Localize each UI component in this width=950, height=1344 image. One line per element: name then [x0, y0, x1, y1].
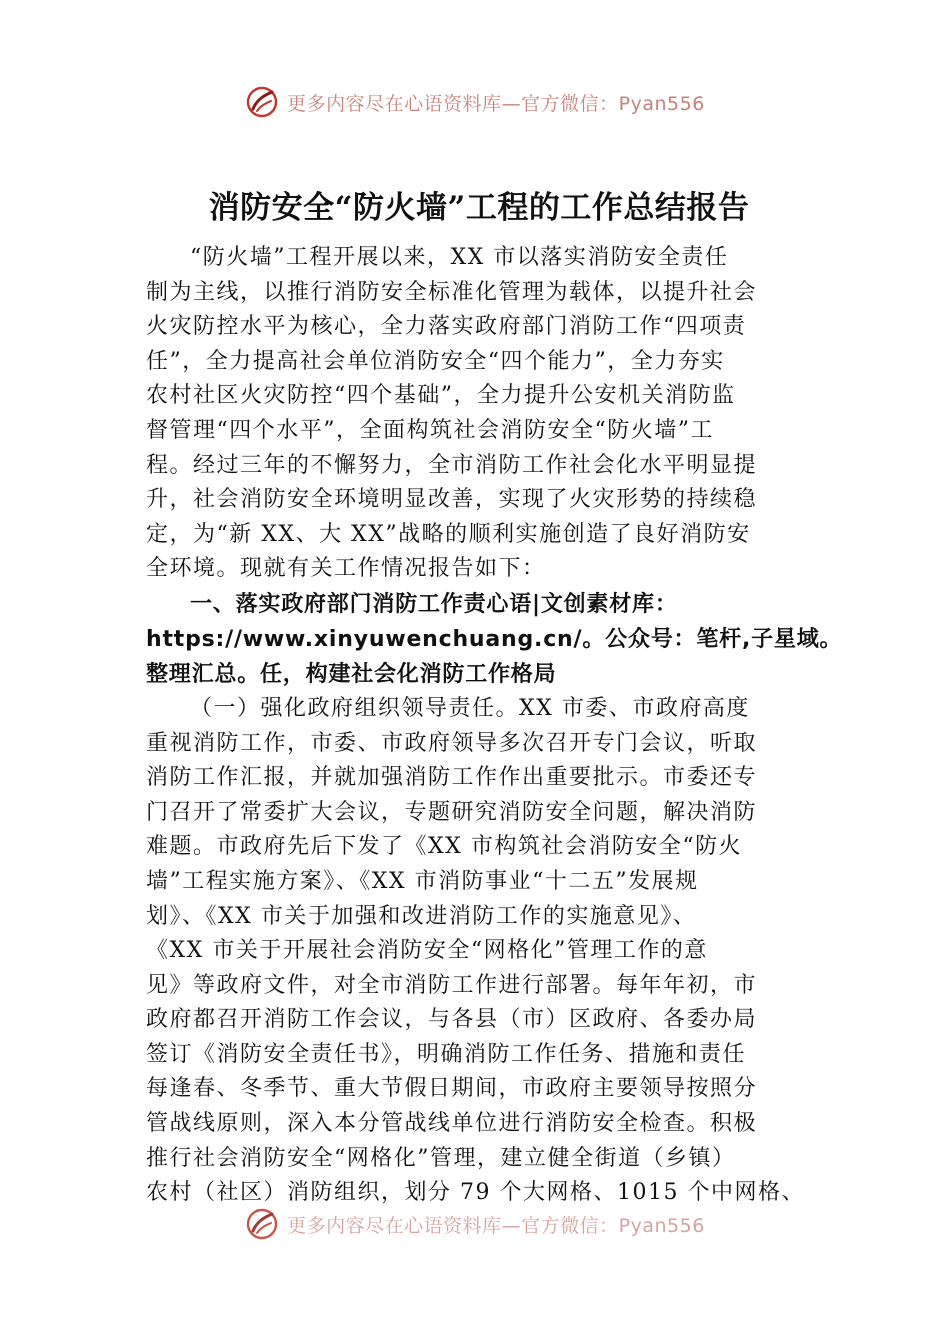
heading-line: https://www.xinyuwenchuang.cn/。公众号：笔杆,子星域。	[146, 626, 843, 652]
text-line: 《XX 市关于开展社会消防安全“网格化”管理工作的意	[146, 938, 708, 964]
text-line: 门召开了常委扩大会议，专题研究消防安全问题，解决消防	[146, 799, 758, 825]
intro-paragraph	[146, 241, 812, 587]
text-line: 管战线原则，深入本分管战线单位进行消防安全检查。积极	[146, 1111, 758, 1137]
text-line: 全环境。现就有关工作情况报告如下：	[146, 556, 546, 582]
text-line: 划》、《XX 市关于加强和改进消防工作的实施意见》、	[146, 903, 697, 929]
section-paragraph	[146, 692, 812, 1211]
heading-line: 整理汇总。任，构建社会化消防工作格局	[146, 661, 557, 687]
watermark-banner-top	[0, 80, 950, 124]
document-title: 消防安全“防火墙”工程的工作总结报告	[208, 190, 750, 226]
text-line: 推行社会消防安全“网格化”管理，建立健全街道（乡镇）	[146, 1145, 736, 1171]
watermark-text: 更多内容尽在心语资料库—官方微信：Pyan556	[287, 1214, 705, 1237]
text-line: 墙”工程实施方案》、《XX 市消防事业“十二五”发展规	[146, 868, 699, 894]
text-line: 消防工作汇报，并就加强消防工作作出重要批示。市委还专	[146, 765, 758, 791]
document-body	[146, 182, 843, 1211]
brush-logo-icon	[245, 85, 279, 119]
watermark-banner-bottom	[0, 1202, 950, 1246]
brush-logo-icon	[245, 1207, 279, 1241]
text-line: 定，为“新 XX、大 XX”战略的顺利实施创造了良好消防安	[146, 521, 751, 547]
text-line: 政府都召开消防工作会议，与各县（市）区政府、各委办局	[146, 1007, 758, 1033]
text-line: “防火墙”工程开展以来，XX 市以落实消防安全责任	[190, 245, 729, 270]
text-line: 农村社区火灾防控“四个基础”，全力提升公安机关消防监	[146, 383, 736, 409]
text-line: 制为主线，以推行消防安全标准化管理为载体，以提升社会	[146, 279, 758, 305]
text-line: 见》等政府文件，对全市消防工作进行部署。每年年初，市	[146, 972, 758, 998]
heading-line: 一、落实政府部门消防工作责心语|文创素材库：	[190, 591, 678, 617]
text-line: 重视消防工作，市委、市政府领导多次召开专门会议，听取	[146, 730, 758, 756]
text-line: 火灾防控水平为核心，全力落实政府部门消防工作“四项责	[146, 314, 747, 340]
section-heading	[146, 587, 843, 692]
text-line: （一）强化政府组织领导责任。XX 市委、市政府高度	[190, 695, 750, 721]
text-line: 难题。市政府先后下发了《XX 市构筑社会消防安全“防火	[146, 834, 743, 860]
text-line: 升，社会消防安全环境明显改善，实现了火灾形势的持续稳	[146, 487, 758, 513]
text-line: 程。经过三年的不懈努力，全市消防工作社会化水平明显提	[146, 452, 758, 478]
text-line: 每逢春、冬季节、重大节假日期间，市政府主要领导按照分	[146, 1076, 758, 1102]
text-line: 督管理“四个水平”，全面构筑社会消防安全“防火墙”工	[146, 417, 714, 443]
text-line: 任”，全力提高社会单位消防安全“四个能力”，全力夯实	[146, 348, 725, 374]
text-line: 农村（社区）消防组织，划分 79 个大网格、1015 个中网格、	[146, 1180, 805, 1206]
text-line: 签订《消防安全责任书》，明确消防工作任务、措施和责任	[146, 1041, 747, 1067]
watermark-text: 更多内容尽在心语资料库—官方微信：Pyan556	[287, 92, 705, 115]
